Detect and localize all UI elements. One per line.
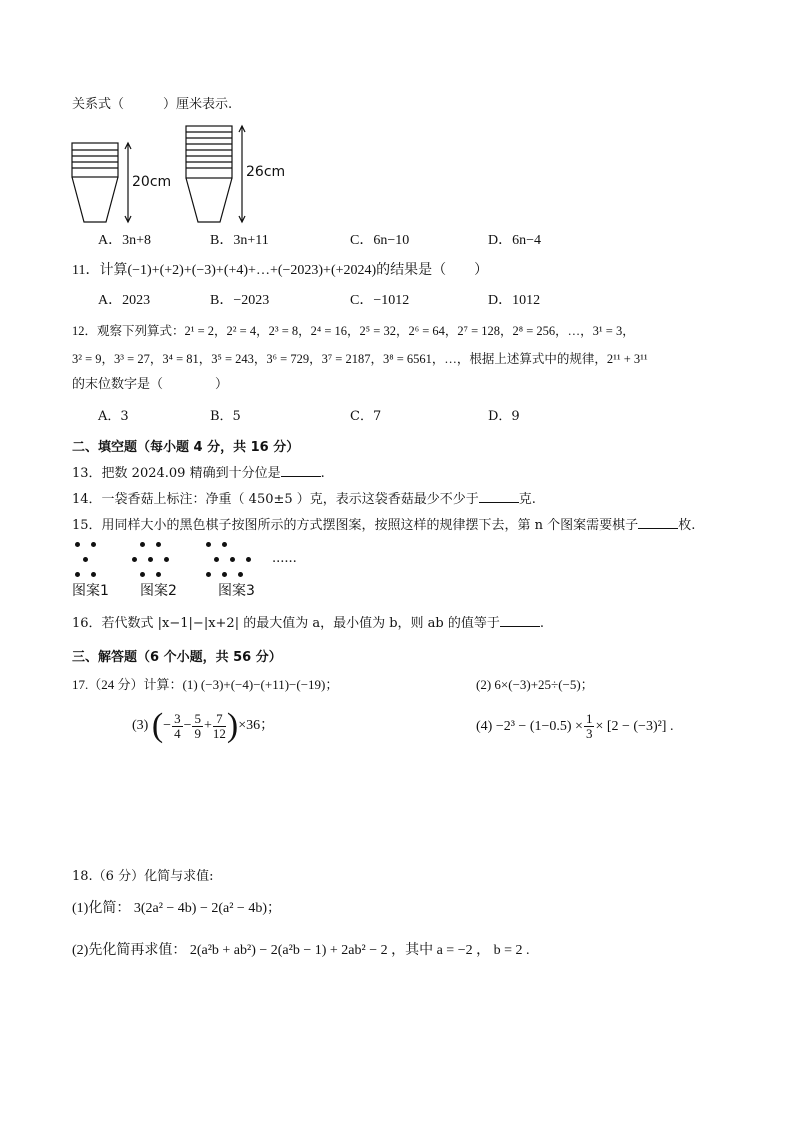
q17-part-4-label: (4) xyxy=(476,719,493,734)
fraction-5-9: $\frac{5}{9}$ xyxy=(194,710,201,741)
q17-part-3-label: (3) xyxy=(132,718,149,734)
q16 xyxy=(72,614,544,633)
q17-part-3: (3) (− $\frac{3}{4}$ − $\frac{5}{9}$ + $\frac{7}{12}$ )×36； xyxy=(132,707,275,744)
q16-stem-end: . xyxy=(539,616,545,631)
q11-option-d[interactable]: D．1012 xyxy=(488,293,541,308)
q13-stem: 13．把数 2024.09 精确到十分位是 xyxy=(72,466,281,481)
q12-stem-line-3: 的末位数字是（ ） xyxy=(72,377,229,392)
cups-height-label-1: 20cm xyxy=(132,174,172,190)
q18-part-2: (2)先化简再求值： 2(a²b + ab²) − 2(a²b − 1) + 2ab² − 2 ，其中 a = −2 ， b = 2 . xyxy=(72,943,530,958)
q16-stem: 16．若代数式 |x−1|−|x+2| 的最大值为 a，最小值为 b，则 ab 的值等于 xyxy=(72,616,500,631)
q17-part-4-expr-a: −2³ − (1−0.5) × xyxy=(495,719,583,734)
q15-answer-blank[interactable] xyxy=(638,516,678,529)
q13-stem-end: . xyxy=(320,466,325,481)
q17-part-3-tail: ×36； xyxy=(238,718,275,734)
plus-sign: + xyxy=(203,718,212,734)
q11-stem: 11．计算(−1)+(+2)+(−3)+(+4)+…+(−2023)+(+2024)的结果是（ ） xyxy=(72,263,489,278)
q14-stem-end: 克. xyxy=(518,492,536,507)
q15-stem: 15．用同样大小的黑色棋子按图所示的方式摆图案，按照这样的规律摆下去，第 n 个图案需要棋子 xyxy=(72,518,639,533)
section-3-heading: 三、解答题（6 个小题，共 56 分） xyxy=(72,650,282,665)
q17-part-1: 17.（24 分）计算：(1) (−3)+(−4)−(+11)−(−19)； xyxy=(72,677,339,692)
q10-option-c[interactable]: C．6n−10 xyxy=(350,233,410,248)
q12-option-a[interactable]: A．3 xyxy=(98,409,129,424)
pattern-caption-2: 图案2 xyxy=(140,583,177,599)
q18-stem: 18.（6 分）化简与求值: xyxy=(72,869,214,884)
q13-answer-blank[interactable] xyxy=(281,464,321,477)
q14 xyxy=(72,490,536,509)
q17-part-2: (2) 6×(−3)+25÷(−5)； xyxy=(476,677,594,692)
q11-option-b[interactable]: B．−2023 xyxy=(210,293,270,308)
section-2-heading: 二、填空题（每小题 4 分，共 16 分） xyxy=(72,440,300,455)
q10-option-d[interactable]: D．6n−4 xyxy=(488,233,542,248)
pattern-ellipsis: ...... xyxy=(272,551,297,566)
q12-option-b[interactable]: B．5 xyxy=(210,409,241,424)
q12-option-d[interactable]: D．9 xyxy=(488,409,520,424)
q15-stem-end: 枚. xyxy=(678,518,696,533)
q18-part-1: (1)化简： 3(2a² − 4b) − 2(a² − 4b)； xyxy=(72,901,281,916)
pattern-caption-3: 图案3 xyxy=(218,583,255,599)
q10-stem-tail: 关系式（ ）厘米表示. xyxy=(72,97,233,112)
pattern-caption-1: 图案1 xyxy=(72,583,109,599)
q12-option-c[interactable]: C．7 xyxy=(350,409,382,424)
q17-part-4 xyxy=(476,712,673,742)
q11-option-c[interactable]: C．−1012 xyxy=(350,293,410,308)
q10-option-b[interactable]: B．3n+11 xyxy=(210,233,269,248)
fraction-1-3: $\frac{1}{3}$ xyxy=(585,711,593,742)
minus-sign: − xyxy=(183,718,192,734)
q14-stem: 14．一袋香菇上标注：净重（ 450±5 ）克，表示这袋香菇最少不少于 xyxy=(72,492,479,507)
q15 xyxy=(72,516,695,535)
fraction-7-12: $\frac{7}{12}$ xyxy=(212,710,226,741)
fraction-3-4: $\frac{3}{4}$ xyxy=(174,710,181,741)
q14-answer-blank[interactable] xyxy=(479,490,519,503)
q13 xyxy=(72,464,325,483)
q10-option-a[interactable]: A．3n+8 xyxy=(98,233,152,248)
minus-sign: − xyxy=(163,718,172,734)
q17-part-4-expr-b: × [2 − (−3)²] . xyxy=(595,719,674,734)
q12-stem-line-1: 12．观察下列算式：2¹ = 2，2² = 4，2³ = 8，2⁴ = 16，2⁵ = 32，2⁶ = 64，2⁷ = 128，2⁸ = 256，…，3¹ = 3， xyxy=(72,324,635,338)
q11-option-a[interactable]: A．2023 xyxy=(98,293,151,308)
q12-stem-line-2: 3² = 9，3³ = 27，3⁴ = 81，3⁵ = 243，3⁶ = 729，3⁷ = 2187，3⁸ = 6561，…，根据上述算式中的规律，2¹¹ + 3¹¹ xyxy=(72,352,648,366)
q16-answer-blank[interactable] xyxy=(500,614,540,627)
cups-height-label-2: 26cm xyxy=(246,164,286,180)
